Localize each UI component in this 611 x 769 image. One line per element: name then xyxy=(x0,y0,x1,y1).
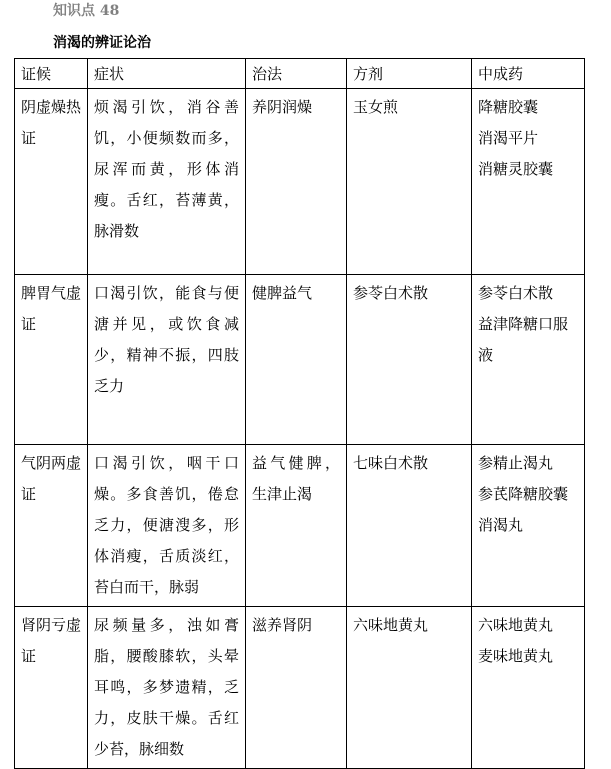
medicine-item: 参苓白术散 xyxy=(478,284,554,302)
treatment-cell: 养阴润燥 xyxy=(246,89,347,275)
symptoms-cell: 尿频量多，浊如膏脂，腰酸膝软，头晕耳鸣，多梦遗精，乏力，皮肤干燥。舌红少苔，脉细数 xyxy=(88,607,246,769)
header-syndrome: 证候 xyxy=(15,59,88,89)
formula-cell: 六味地黄丸 xyxy=(347,607,472,769)
table-row xyxy=(15,445,585,607)
medicines-cell xyxy=(472,275,585,445)
medicine-item: 六味地黄丸 xyxy=(478,616,554,634)
treatment-cell: 益气健脾，生津止渴 xyxy=(246,445,347,607)
syndrome-cell: 阴虚燥热证 xyxy=(15,89,88,275)
knowledge-point-label: 知识点 48 xyxy=(53,3,120,19)
section-title: 消渴的辨证论治 xyxy=(53,35,151,51)
table-header-row xyxy=(15,59,585,89)
medicine-item: 麦味地黄丸 xyxy=(478,647,554,665)
symptoms-cell: 口渴引饮，能食与便溏并见，或饮食减少，精神不振，四肢乏力 xyxy=(88,275,246,445)
symptoms-cell: 烦渴引饮，消谷善饥，小便频数而多，尿浑而黄，形体消瘦。舌红，苔薄黄，脉滑数 xyxy=(88,89,246,275)
header-symptoms: 症状 xyxy=(88,59,246,89)
medicines-cell xyxy=(472,607,585,769)
header-treatment: 治法 xyxy=(246,59,347,89)
medicine-item: 消渴丸 xyxy=(478,516,524,534)
syndrome-cell: 肾阴亏虚证 xyxy=(15,607,88,769)
medicines-cell xyxy=(472,445,585,607)
symptoms-cell: 口渴引饮，咽干口燥。多食善饥，倦怠乏力，便溏溲多，形体消瘦，舌质淡红，苔白而干，脉弱 xyxy=(88,445,246,607)
medicine-item: 消糖灵胶囊 xyxy=(478,160,554,178)
header-medicines: 中成药 xyxy=(472,59,585,89)
syndrome-cell: 气阴两虚证 xyxy=(15,445,88,607)
table-row xyxy=(15,89,585,275)
header-formula: 方剂 xyxy=(347,59,472,89)
medicine-item: 参精止渴丸 xyxy=(478,454,554,472)
treatment-cell: 滋养肾阴 xyxy=(246,607,347,769)
table-row xyxy=(15,607,585,769)
medicine-item: 参芪降糖胶囊 xyxy=(478,485,569,503)
syndrome-treatment-table xyxy=(14,58,585,769)
medicines-cell xyxy=(472,89,585,275)
table-row xyxy=(15,275,585,445)
medicine-item: 消渴平片 xyxy=(478,129,539,147)
formula-cell: 参苓白术散 xyxy=(347,275,472,445)
medicine-item: 降糖胶囊 xyxy=(478,98,539,116)
syndrome-cell: 脾胃气虚证 xyxy=(15,275,88,445)
formula-cell: 玉女煎 xyxy=(347,89,472,275)
formula-cell: 七味白术散 xyxy=(347,445,472,607)
medicine-item: 益津降糖口服液 xyxy=(478,315,569,364)
treatment-cell: 健脾益气 xyxy=(246,275,347,445)
